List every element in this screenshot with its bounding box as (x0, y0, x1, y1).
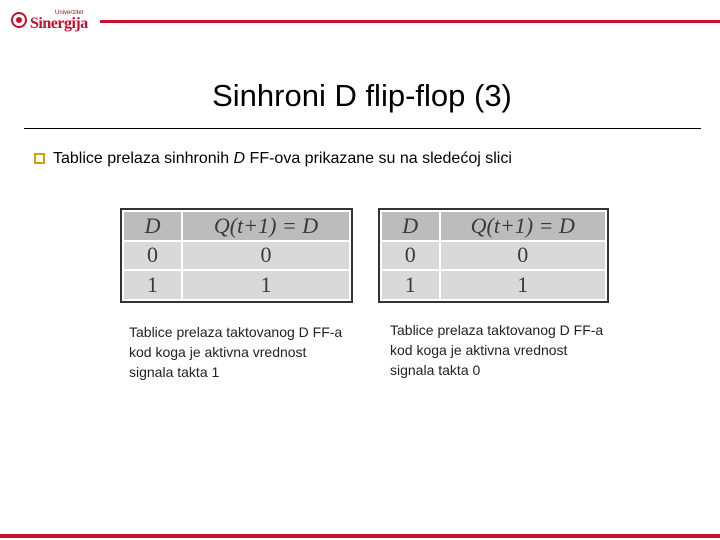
table-caption-right: Tablice prelaza taktovanog D FF-a kod koga je aktivna vrednost signala takta 0 (390, 322, 604, 378)
table-cell: 0 (381, 241, 440, 271)
university-logo (11, 8, 91, 32)
table-header-d: D (381, 211, 440, 241)
logo-small-text: Univerzitet (55, 10, 84, 16)
table-cell: 0 (440, 241, 607, 271)
bullet-text-start: Tablice prelaza sinhronih (53, 150, 234, 167)
footer-accent-bar (0, 534, 720, 538)
header-accent-bar (100, 20, 720, 23)
slide-title: Sinhroni D flip-flop (3) (212, 78, 512, 113)
table-cell: 1 (381, 270, 440, 300)
logo-emblem-icon (11, 12, 27, 28)
table-caption-left: Tablice prelaza taktovanog D FF-a kod koga je aktivna vrednost signala takta 1 (129, 324, 343, 380)
table-cell: 1 (182, 270, 350, 300)
title-divider (24, 128, 701, 129)
checkbox-bullet-icon (34, 153, 45, 164)
table-cell: 0 (182, 241, 350, 271)
table-cell: 1 (440, 270, 607, 300)
table-header-q: Q(t+1) = D (182, 211, 350, 241)
table-header-q: Q(t+1) = D (440, 211, 607, 241)
bullet-text-end: FF-ova prikazane su na sledećoj slici (245, 150, 512, 167)
logo-text: Sinergija (30, 15, 88, 32)
transition-table-left (120, 208, 353, 303)
table-header-d: D (123, 211, 182, 241)
bullet-text-italic: D (233, 150, 246, 167)
transition-table-right (378, 208, 609, 303)
table-cell: 0 (123, 241, 182, 271)
table-cell: 1 (123, 270, 182, 300)
bullet-point (34, 150, 512, 168)
